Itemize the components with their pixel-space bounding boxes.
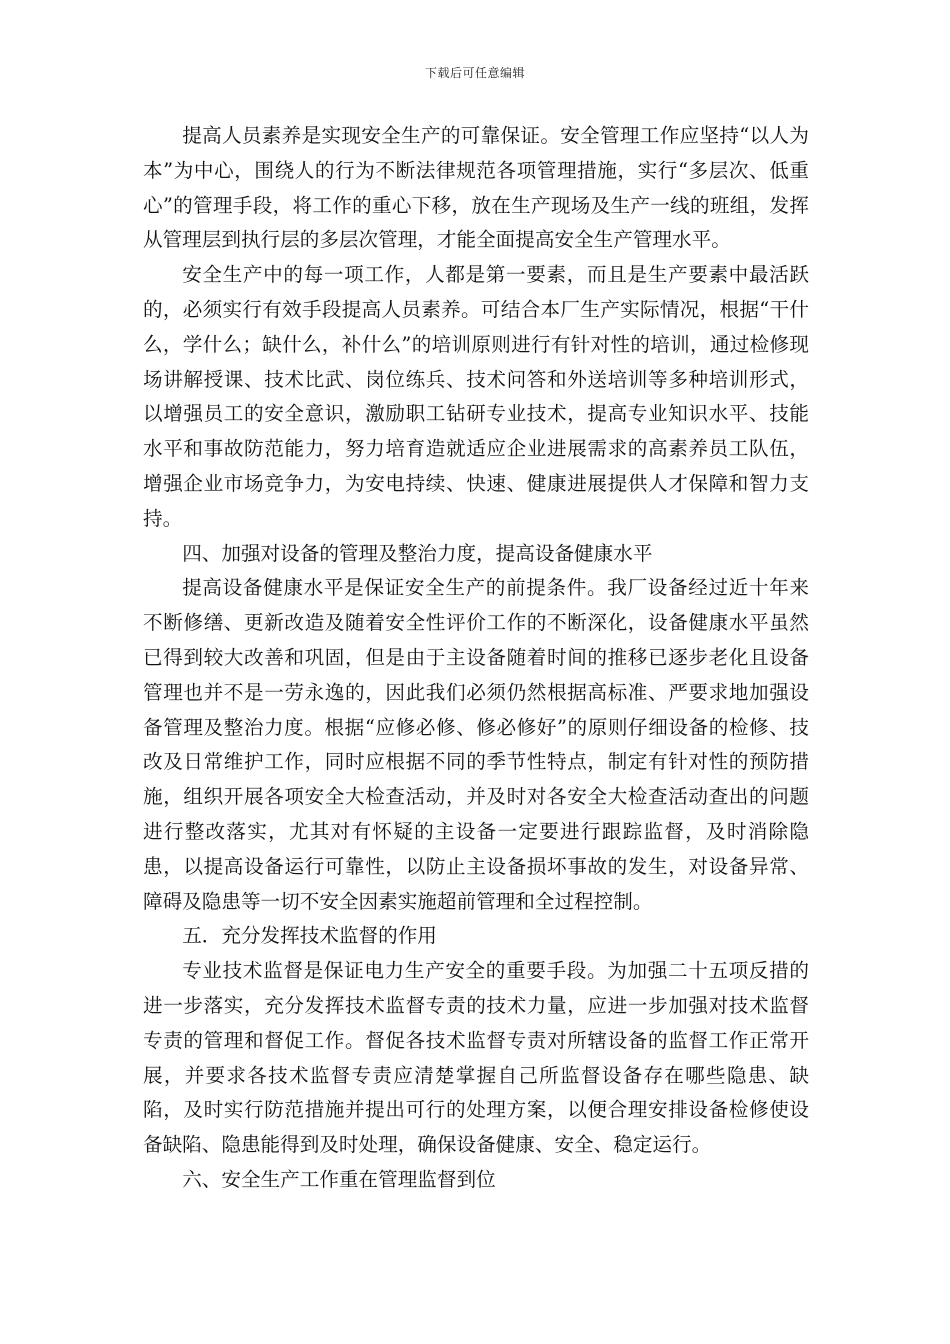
paragraph-equipment-health: 提高设备健康水平是保证安全生产的前提条件。我厂设备经过近十年来不断修缮、更新改造及随着安全性评价工作的不断深化，设备健康水平虽然已得到较大改善和巩固，但是由于主设备随着时间的推移已逐步老化且设备管理也并不是一劳永逸的，因此我们必须仍然根据高标准、严要求地加强设备管理及整治力度。根据“应修必修、修必修好”的原则仔细设备的检修、技改及日常维护工作，同时应根据不同的季节性特点，制定有针对性的预防措施，组织开展各项安全大检查活动，并及时对各安全大检查活动查出的问题进行整改落实，尤其对有怀疑的主设备一定要进行跟踪监督，及时消除隐患，以提高设备运行可靠性，以防止主设备损坏事故的发生，对设备异常、障碍及隐患等一切不安全因素实施超前管理和全过程控制。 bbox=[143, 576, 809, 913]
page-header: 下载后可任意编辑 bbox=[424, 66, 525, 80]
section-heading-equipment: 四、加强对设备的管理及整治力度，提高设备健康水平 bbox=[182, 541, 653, 565]
paragraph-training: 安全生产中的每一项工作，人都是第一要素，而且是生产要素中最活跃的，必须实行有效手段提高人员素养。可结合本厂生产实际情况，根据“干什么，学什么；缺什么，补什么”的培训原则进行有针对性的培训，通过检修现场讲解授课、技术比武、岗位练兵、技术问答和外送培训等多种培训形式，以增强员工的安全意识，激励职工钻研专业技术，提高专业知识水平、技能水平和事故防范能力，努力培育造就适应企业进展需求的高素养员工队伍，增强企业市场竞争力，为安电持续、快速、健康进展提供人才保障和智力支持。 bbox=[143, 263, 809, 530]
paragraph-technical-supervision: 专业技术监督是保证电力生产安全的重要手段。为加强二十五项反措的进一步落实，充分发挥技术监督专责的技术力量，应进一步加强对技术监督专责的管理和督促工作。督促各技术监督专责对所辖设备的监督工作正常开展，并要求各技术监督专责应清楚掌握自己所监督设备存在哪些隐患、缺陷，及时实行防范措施并提出可行的处理方案，以便合理安排设备检修使设备缺陷、隐患能得到及时处理，确保设备健康、安全、稳定运行。 bbox=[143, 959, 809, 1157]
paragraph-personnel-quality: 提高人员素养是实现安全生产的可靠保证。安全管理工作应坚持“以人为本”为中心，围绕人的行为不断法律规范各项管理措施，实行“多层次、低重心”的管理手段，将工作的重心下移，放在生产现场及生产一线的班组，发挥从管理层到执行层的多层次管理，才能全面提高安全生产管理水平。 bbox=[143, 124, 809, 252]
section-heading-management-supervision: 六、安全生产工作重在管理监督到位 bbox=[182, 1167, 496, 1191]
section-heading-technical-supervision: 五．充分发挥技术监督的作用 bbox=[182, 924, 437, 948]
document-body bbox=[143, 119, 809, 1198]
